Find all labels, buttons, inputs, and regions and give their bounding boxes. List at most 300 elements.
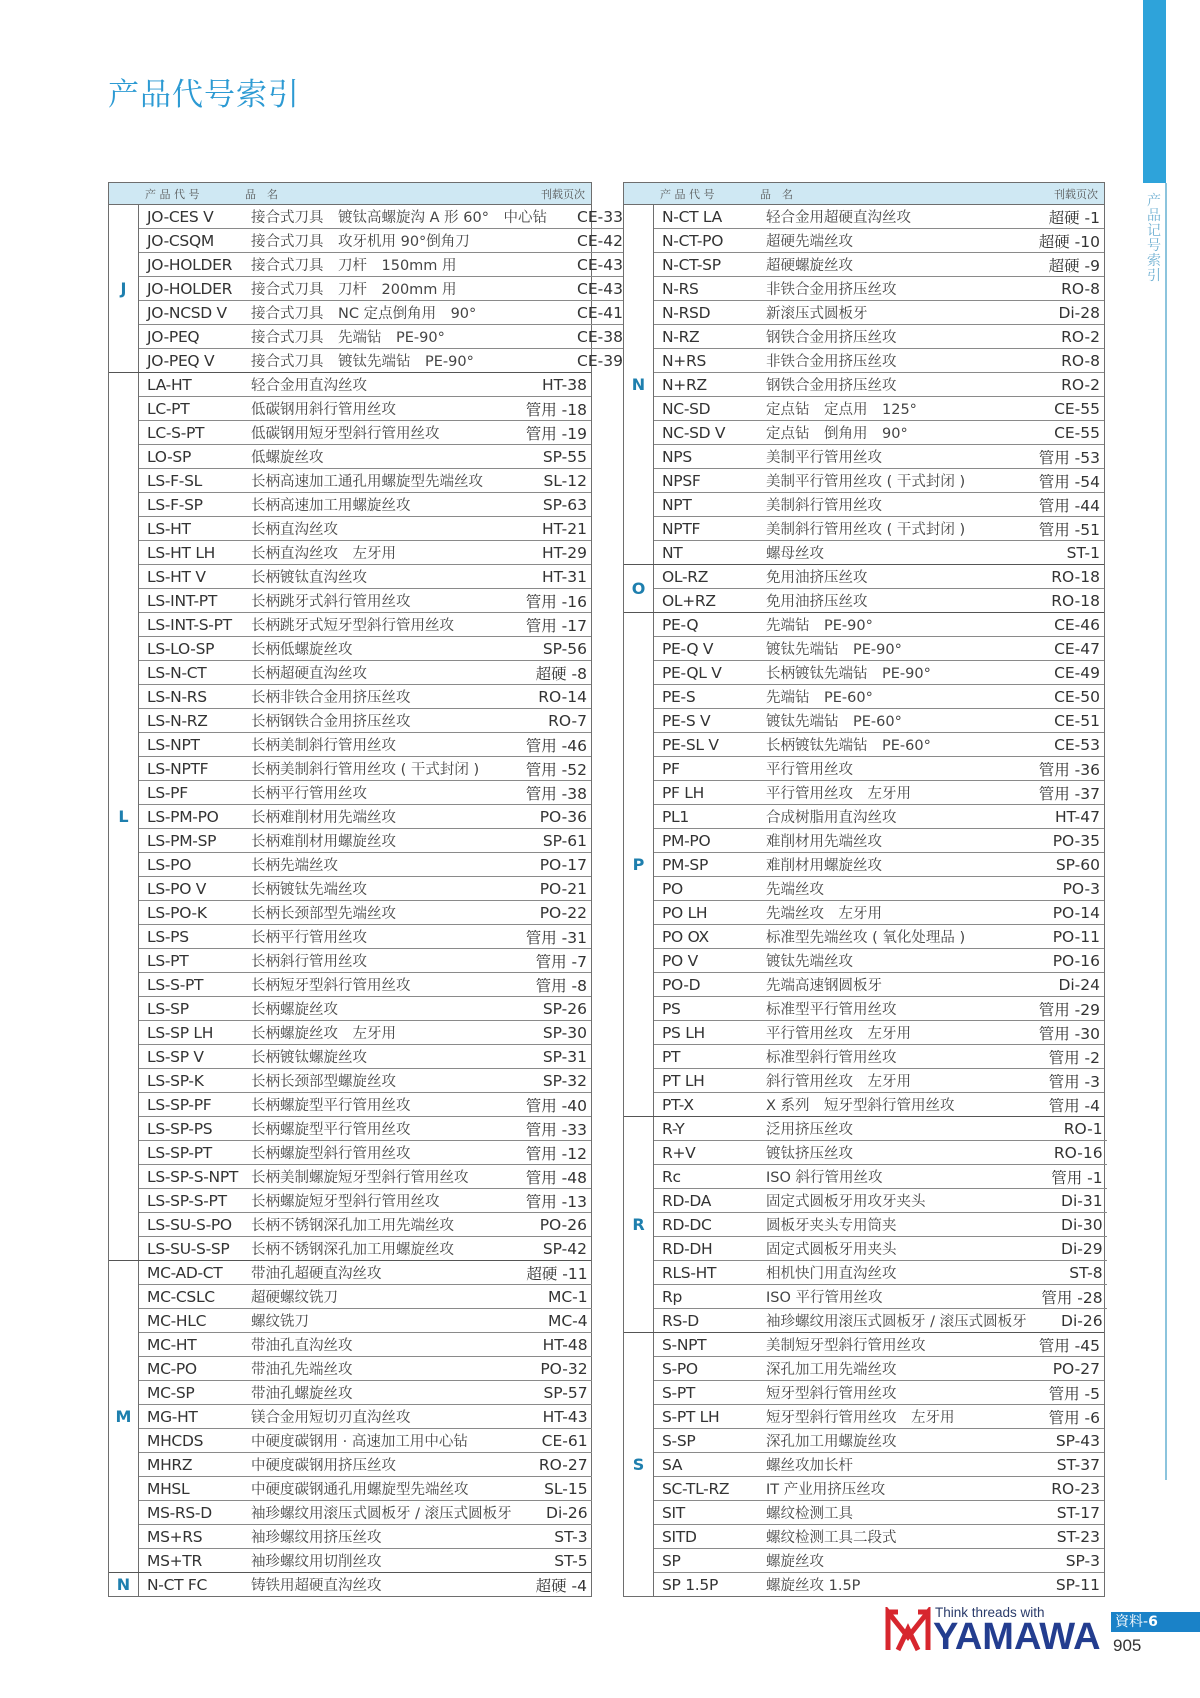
page-ref: ST-37	[1056, 1455, 1100, 1474]
product-code: PO OX	[662, 927, 709, 946]
table-row	[139, 421, 591, 445]
product-name: 长柄螺旋型斜行管用丝攻	[251, 1146, 411, 1162]
product-code: MS+RS	[147, 1527, 203, 1546]
product-name: 长柄螺旋丝攻	[251, 1002, 338, 1018]
product-code: LS-SP	[147, 999, 189, 1018]
header-page: 刊载页次	[1054, 187, 1098, 201]
product-code: SIT	[662, 1503, 685, 1522]
product-name: 免用油挤压丝攻	[766, 594, 868, 610]
product-code: LS-PO-K	[147, 903, 207, 922]
product-name: 螺丝攻加长杆	[766, 1458, 853, 1474]
page-ref: Di-24	[1058, 975, 1100, 994]
table-row	[654, 685, 1104, 709]
page-ref: HT-48	[542, 1335, 588, 1354]
page-ref: 管用 -33	[525, 1120, 587, 1139]
product-name: 接合式刀具 镀钛高螺旋沟 A 形 60° 中心钻	[251, 210, 547, 226]
table-row	[139, 1141, 591, 1165]
product-code: PL1	[662, 807, 689, 826]
product-code: LS-HT	[147, 519, 191, 538]
product-code: LS-HT LH	[147, 543, 216, 562]
group-rows	[139, 373, 591, 1260]
table-row	[139, 1525, 592, 1549]
table-row	[654, 1501, 1104, 1525]
product-code: N-CT-SP	[662, 255, 721, 274]
product-name: 接合式刀具 先端钻 PE-90°	[251, 330, 445, 346]
side-tab-bar	[1143, 0, 1166, 183]
table-row	[654, 805, 1104, 829]
product-name: 美制斜行管用丝攻 ( 干式封闭 )	[766, 522, 966, 538]
product-code: OL-RZ	[662, 567, 709, 586]
product-code: PT LH	[662, 1071, 705, 1090]
product-code: PO V	[662, 951, 698, 970]
table-row	[139, 805, 591, 829]
product-name: 长柄美制螺旋短牙型斜行管用丝攻	[251, 1170, 469, 1186]
page-ref: RO-8	[1061, 351, 1100, 370]
letter-group	[624, 1333, 1104, 1596]
page-ref: SP-56	[542, 639, 587, 658]
section-tag	[1111, 1612, 1200, 1632]
product-name: 免用油挤压丝攻	[766, 570, 868, 586]
product-name: ISO 平行管用丝攻	[766, 1290, 883, 1306]
page-ref: CE-61	[541, 1431, 588, 1450]
product-name: 长柄镀钛螺旋丝攻	[251, 1050, 367, 1066]
letter-group	[109, 373, 591, 1261]
table-row	[139, 445, 591, 469]
product-code: LS-SU-S-PO	[147, 1215, 232, 1234]
product-code: LS-PO V	[147, 879, 207, 898]
table-row	[139, 997, 591, 1021]
product-code: LC-PT	[147, 399, 190, 418]
page-ref: 管用 -38	[525, 784, 587, 803]
product-name: 美制平行管用丝攻	[766, 450, 882, 466]
product-name: 长柄长颈部型螺旋丝攻	[251, 1074, 396, 1090]
group-letter: M	[109, 1261, 139, 1572]
product-name: 螺纹铣刀	[251, 1314, 309, 1330]
page-ref: 管用 -13	[525, 1192, 587, 1211]
product-code: LS-N-RZ	[147, 711, 208, 730]
product-code: MC-HT	[147, 1335, 197, 1354]
product-code: MC-SP	[147, 1383, 195, 1402]
table-row	[654, 949, 1104, 973]
product-code: JO-CES V	[147, 207, 214, 226]
letter-group	[624, 205, 1104, 565]
product-name: 深孔加工用先端丝攻	[766, 1362, 897, 1378]
product-name: 泛用挤压丝攻	[766, 1122, 853, 1138]
table-row	[139, 1333, 592, 1357]
product-code: NPT	[662, 495, 692, 514]
logo-tagline: Think threads with	[935, 1605, 1045, 1620]
page-ref: 管用 -4	[1048, 1096, 1100, 1115]
product-name: 镀钛先端钻 PE-90°	[766, 642, 902, 658]
table-row	[139, 1117, 591, 1141]
page-ref: 管用 -6	[1048, 1408, 1100, 1427]
product-name: 先端钻 PE-90°	[766, 618, 873, 634]
product-code: LS-PM-PO	[147, 807, 219, 826]
product-name: 接合式刀具 刀杆 200mm 用	[251, 282, 457, 298]
table-body	[624, 205, 1104, 1596]
table-row	[139, 877, 591, 901]
page-ref: SP-32	[542, 1071, 587, 1090]
page-ref: 管用 -18	[525, 400, 587, 419]
product-name: 接合式刀具 镀钛先端钻 PE-90°	[251, 354, 474, 370]
product-name: 长柄斜行管用丝攻	[251, 954, 367, 970]
table-row	[654, 733, 1104, 757]
product-code: MHRZ	[147, 1455, 193, 1474]
page-ref: CE-33	[577, 207, 623, 226]
product-name: 长柄高速加工用螺旋丝攻	[251, 498, 411, 514]
page-ref: 管用 -28	[1041, 1288, 1103, 1307]
header-code: 产 品 代 号	[145, 187, 200, 201]
product-name: 平行管用丝攻 左牙用	[766, 786, 911, 802]
page-ref: Di-26	[1061, 1311, 1103, 1330]
product-name: 长柄不锈钢深孔加工用螺旋丝攻	[251, 1242, 454, 1258]
product-code: RD-DH	[662, 1239, 713, 1258]
page-ref: 管用 -12	[525, 1144, 587, 1163]
table-row	[654, 1117, 1107, 1141]
product-name: 钢铁合金用挤压丝攻	[766, 378, 897, 394]
page-ref: Di-30	[1061, 1215, 1103, 1234]
product-code: RD-DA	[662, 1191, 712, 1210]
page-ref: RO-1	[1063, 1119, 1103, 1138]
product-name: 固定式圆板牙用攻牙夹头	[766, 1194, 926, 1210]
index-table-right	[623, 182, 1105, 1597]
product-name: 平行管用丝攻 左牙用	[766, 1026, 911, 1042]
table-row	[654, 973, 1104, 997]
table-row	[139, 565, 591, 589]
product-code: N-RS	[662, 279, 699, 298]
product-code: LS-F-SP	[147, 495, 203, 514]
product-name: 接合式刀具 NC 定点倒角用 90°	[251, 306, 477, 322]
group-rows	[654, 613, 1104, 1116]
table-row	[139, 781, 591, 805]
letter-group	[109, 1261, 591, 1573]
product-code: R-Y	[662, 1119, 685, 1138]
product-name: 超硬先端丝攻	[766, 234, 853, 250]
product-code: LS-SP-S-NPT	[147, 1167, 239, 1186]
product-code: MHCDS	[147, 1431, 204, 1450]
table-row	[654, 661, 1104, 685]
table-row	[139, 1405, 592, 1429]
table-row	[654, 1309, 1107, 1332]
product-name: 带油孔先端丝攻	[251, 1362, 353, 1378]
letter-group	[624, 1117, 1104, 1333]
product-name: 长柄螺旋短牙型斜行管用丝攻	[251, 1194, 440, 1210]
table-row	[654, 829, 1104, 853]
table-row	[654, 229, 1104, 253]
product-name: 长柄超硬直沟丝攻	[251, 666, 367, 682]
page-ref: 管用 -2	[1048, 1048, 1100, 1067]
logo-brand: YAMAWA	[933, 1616, 1101, 1658]
group-rows	[139, 205, 627, 372]
product-code: LS-NPTF	[147, 759, 209, 778]
product-code: NPS	[662, 447, 692, 466]
group-letter: N	[109, 1573, 139, 1596]
page-ref: PO-17	[539, 855, 587, 874]
section-label: 資料-	[1115, 1614, 1149, 1630]
table-row	[139, 493, 591, 517]
product-name: 短牙型斜行管用丝攻 左牙用	[766, 1410, 955, 1426]
product-code: NT	[662, 543, 683, 562]
table-row	[139, 1501, 592, 1525]
table-row	[654, 493, 1104, 517]
product-code: OL+RZ	[662, 591, 716, 610]
table-row	[654, 901, 1104, 925]
product-name: 螺旋丝攻 1.5P	[766, 1578, 861, 1594]
product-code: N+RS	[662, 351, 706, 370]
product-name: 长柄先端丝攻	[251, 858, 338, 874]
product-name: 长柄镀钛先端钻 PE-60°	[766, 738, 931, 754]
group-letter: N	[624, 205, 654, 564]
product-code: MC-HLC	[147, 1311, 207, 1330]
page-ref: PO-36	[539, 807, 587, 826]
page-ref: CE-51	[1054, 711, 1100, 730]
product-name: 轻合金用直沟丝攻	[251, 378, 367, 394]
page-ref: PO-26	[539, 1215, 587, 1234]
page-ref: RO-18	[1051, 567, 1100, 586]
product-name: 先端钻 PE-60°	[766, 690, 873, 706]
page-ref: Di-29	[1061, 1239, 1103, 1258]
table-row	[139, 637, 591, 661]
section-number: 6	[1148, 1614, 1158, 1630]
product-code: S-SP	[662, 1431, 696, 1450]
group-letter: P	[624, 613, 654, 1116]
page-ref: CE-55	[1054, 399, 1100, 418]
table-row	[139, 397, 591, 421]
product-code: LS-SP-PS	[147, 1119, 213, 1138]
product-name: 美制斜行管用丝攻	[766, 498, 882, 514]
table-row	[139, 1429, 592, 1453]
product-name: 铸铁用超硬直沟丝攻	[251, 1578, 382, 1594]
table-row	[654, 349, 1104, 373]
product-code: PE-Q V	[662, 639, 714, 658]
table-row	[139, 1357, 592, 1381]
page-ref: 超硬 -10	[1038, 232, 1100, 251]
product-name: 镀钛挤压丝攻	[766, 1146, 853, 1162]
product-code: S-PT LH	[662, 1407, 720, 1426]
page-ref: PO-21	[539, 879, 587, 898]
product-name: 难削材用先端丝攻	[766, 834, 882, 850]
page-ref: CE-43	[577, 279, 623, 298]
table-row	[654, 1357, 1104, 1381]
page-ref: RO-23	[1051, 1479, 1100, 1498]
table-row	[139, 685, 591, 709]
page-ref: 管用 -7	[535, 952, 587, 971]
product-code: PM-SP	[662, 855, 708, 874]
product-code: S-PT	[662, 1383, 696, 1402]
page-title: 产品代号索引	[108, 76, 300, 113]
product-name: 深孔加工用螺旋丝攻	[766, 1434, 897, 1450]
table-row	[654, 997, 1104, 1021]
product-code: LS-SP V	[147, 1047, 204, 1066]
group-letter: L	[109, 373, 139, 1260]
product-code: RD-DC	[662, 1215, 712, 1234]
product-code: LS-HT V	[147, 567, 206, 586]
table-row	[654, 253, 1104, 277]
product-code: MS+TR	[147, 1551, 202, 1570]
product-code: PE-S V	[662, 711, 711, 730]
page-ref: ST-1	[1066, 543, 1100, 562]
page-ref: 管用 -17	[525, 616, 587, 635]
letter-group	[109, 1573, 591, 1596]
table-row	[654, 1261, 1107, 1285]
table-row	[139, 853, 591, 877]
page-ref: SP-63	[542, 495, 587, 514]
page-number: 905	[1113, 1636, 1142, 1655]
product-name: 长柄平行管用丝攻	[251, 930, 367, 946]
product-code: SC-TL-RZ	[662, 1479, 730, 1498]
page-ref: SP-11	[1055, 1575, 1100, 1594]
table-row	[139, 733, 591, 757]
header-page: 刊载页次	[541, 187, 585, 201]
product-name: 长柄长颈部型先端丝攻	[251, 906, 396, 922]
table-row	[139, 1477, 592, 1501]
product-name: 长柄螺旋丝攻 左牙用	[251, 1026, 396, 1042]
product-name: 袖珍螺纹用滚压式圆板牙 / 滚压式圆板牙	[766, 1314, 1027, 1330]
product-name: 超硬螺纹铣刀	[251, 1290, 338, 1306]
product-name: 长柄短牙型斜行管用丝攻	[251, 978, 411, 994]
product-code: PE-Q	[662, 615, 699, 634]
table-row	[654, 1021, 1104, 1045]
page-ref: CE-55	[1054, 423, 1100, 442]
page-ref: SP-30	[542, 1023, 587, 1042]
table-row	[139, 709, 591, 733]
table-row	[139, 349, 627, 372]
product-name: 镀钛先端丝攻	[766, 954, 853, 970]
product-name: 钢铁合金用挤压丝攻	[766, 330, 897, 346]
page-ref: 管用 -46	[525, 736, 587, 755]
page-ref: CE-53	[1054, 735, 1100, 754]
product-name: 长柄镀钛先端丝攻	[251, 882, 367, 898]
table-row	[654, 1549, 1104, 1573]
product-name: 先端丝攻 左牙用	[766, 906, 882, 922]
product-name: 带油孔超硬直沟丝攻	[251, 1266, 382, 1282]
table-row	[139, 253, 627, 277]
product-name: 低碳钢用短牙型斜行管用丝攻	[251, 426, 440, 442]
table-row	[139, 613, 591, 637]
table-row	[139, 1309, 592, 1333]
yamawa-mark-icon	[885, 1607, 931, 1653]
page-ref: 管用 -37	[1038, 784, 1100, 803]
table-row	[139, 1381, 592, 1405]
page-ref: PO-27	[1052, 1359, 1100, 1378]
table-row	[139, 1261, 592, 1285]
product-code: LS-INT-S-PT	[147, 615, 232, 634]
product-code: LO-SP	[147, 447, 191, 466]
page-ref: ST-5	[554, 1551, 588, 1570]
page-ref: SP-60	[1055, 855, 1100, 874]
table-row	[654, 1405, 1104, 1429]
product-name: 袖珍螺纹用挤压丝攻	[251, 1530, 382, 1546]
group-letter: O	[624, 565, 654, 612]
table-header	[109, 183, 591, 205]
product-name: 长柄高速加工通孔用螺旋型先端丝攻	[251, 474, 483, 490]
product-name: 定点钻 倒角用 90°	[766, 426, 908, 442]
product-name: 接合式刀具 刀杆 150mm 用	[251, 258, 457, 274]
table-row	[139, 1093, 591, 1117]
page-ref: RO-2	[1061, 375, 1100, 394]
table-row	[654, 373, 1104, 397]
page-ref: 管用 -44	[1038, 496, 1100, 515]
product-name: 镀钛先端钻 PE-60°	[766, 714, 902, 730]
group-rows	[139, 1573, 591, 1596]
page-ref: Di-28	[1058, 303, 1100, 322]
product-name: 定点钻 定点用 125°	[766, 402, 917, 418]
product-name: 带油孔直沟丝攻	[251, 1338, 353, 1354]
table-row	[654, 1453, 1104, 1477]
product-name: ISO 斜行管用丝攻	[766, 1170, 883, 1186]
table-row	[654, 781, 1104, 805]
product-name: 斜行管用丝攻 左牙用	[766, 1074, 911, 1090]
table-row	[139, 1045, 591, 1069]
table-row	[139, 901, 591, 925]
group-rows	[139, 1261, 592, 1572]
table-row	[139, 1021, 591, 1045]
page-ref: HT-31	[541, 567, 587, 586]
page-ref: Di-26	[546, 1503, 588, 1522]
table-row	[139, 1213, 591, 1237]
product-code: LS-N-CT	[147, 663, 207, 682]
product-code: LS-SP-PT	[147, 1143, 212, 1162]
product-code: PS LH	[662, 1023, 705, 1042]
table-row	[139, 925, 591, 949]
table-row	[654, 325, 1104, 349]
table-row	[139, 1069, 591, 1093]
table-row	[139, 949, 591, 973]
group-letter: J	[109, 205, 139, 372]
product-code: SP	[662, 1551, 681, 1570]
table-row	[654, 1093, 1104, 1116]
table-row	[654, 421, 1104, 445]
table-row	[139, 1189, 591, 1213]
table-row	[139, 301, 627, 325]
product-code: NC-SD V	[662, 423, 726, 442]
page-ref: CE-42	[577, 231, 623, 250]
page-ref: 超硬 -8	[535, 664, 587, 683]
table-row	[139, 1573, 591, 1596]
product-code: LS-PT	[147, 951, 189, 970]
product-code: LS-SP-PF	[147, 1095, 212, 1114]
product-code: PE-QL V	[662, 663, 722, 682]
product-code: LS-SP-K	[147, 1071, 204, 1090]
table-row	[139, 1549, 592, 1572]
product-name: 长柄跳牙式短牙型斜行管用丝攻	[251, 618, 454, 634]
page-ref: 管用 -1	[1051, 1168, 1103, 1187]
table-row	[654, 445, 1104, 469]
header-name: 品 名	[245, 187, 278, 201]
product-code: JO-NCSD V	[147, 303, 227, 322]
header-name: 品 名	[760, 187, 793, 201]
product-code: SA	[662, 1455, 683, 1474]
product-name: 轻合金用超硬直沟丝攻	[766, 210, 911, 226]
product-name: 新滚压式圆板牙	[766, 306, 868, 322]
page-ref: SP-26	[542, 999, 587, 1018]
table-row	[139, 541, 591, 565]
product-name: 长柄螺旋型平行管用丝攻	[251, 1098, 411, 1114]
group-rows	[654, 205, 1104, 564]
page-ref: SP-55	[542, 447, 587, 466]
product-code: PF	[662, 759, 680, 778]
product-name: 难削材用螺旋丝攻	[766, 858, 882, 874]
product-code: PT	[662, 1047, 681, 1066]
table-row	[654, 1189, 1107, 1213]
table-row	[139, 589, 591, 613]
table-row	[654, 205, 1104, 229]
product-name: 长柄难削材用螺旋丝攻	[251, 834, 396, 850]
page-ref: CE-39	[577, 351, 623, 370]
table-row	[139, 469, 591, 493]
product-code: PO-D	[662, 975, 701, 994]
table-row	[139, 1165, 591, 1189]
